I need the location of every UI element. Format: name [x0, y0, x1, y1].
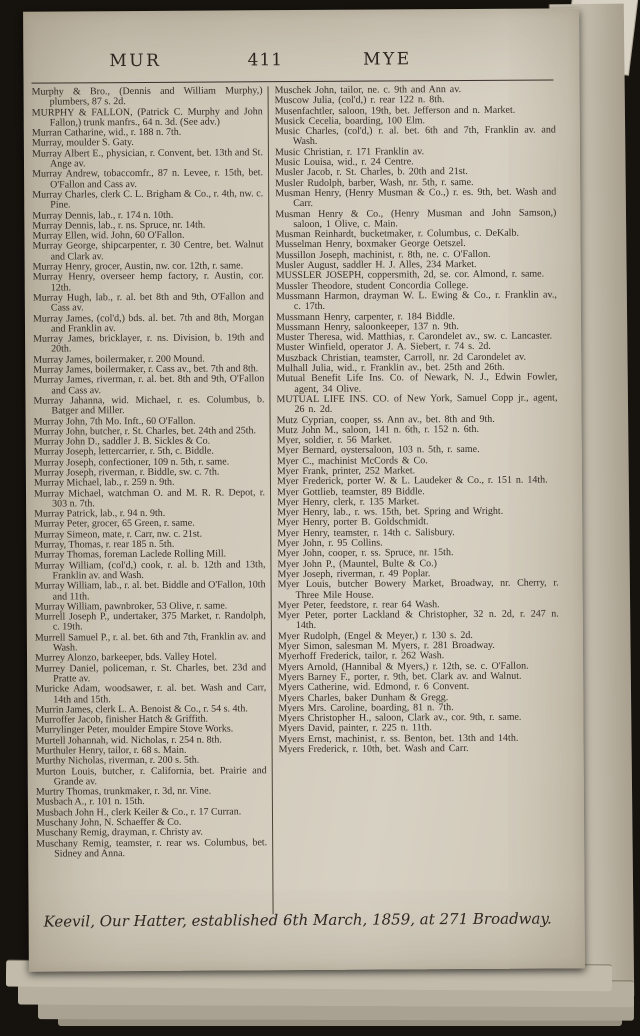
directory-entry: Murray William, pawnbroker, 53 Olive, r. same. [34, 600, 228, 613]
directory-entry: MUSSLER JOSEPH, coppersmith, 2d, se. cor. Almond, r. same. [275, 268, 545, 282]
directory-entry: Myers Mrs. Caroline, boarding, 81 n. 7th. [278, 701, 454, 714]
directory-entry: Myer Rudolph, (Engel & Meyer,) r. 130 s. 2d. [277, 629, 473, 642]
directory-entry: Murray Jahanna, wid. Michael, r. es. Columbus, b. Batger and Miller. [33, 394, 265, 417]
directory-entry: Myers Catherine, wid. Edmond, r. 6 Convent. [278, 681, 470, 694]
directory-entry: Muschany John, N. Schaeffer & Co. [35, 816, 182, 829]
directory-entry: Myer Henry, teamster, r. 14th c. Salisbury. [277, 526, 455, 539]
directory-entry: Murray James, boilermaker, r. 200 Mound. [33, 353, 205, 366]
directory-entry: Murray Henry, grocer, Austin, nw. cor. 12th, r. same. [32, 260, 244, 273]
directory-entry: Mutz John M., saloon, 141 n. 6th, r. 152 n. 6th. [276, 423, 480, 436]
running-head [23, 48, 579, 73]
directory-entry: Murray Simeon, mate, r. Carr, nw. c. 21st. [34, 528, 203, 541]
directory-entry: Murroffer Jacob, finisher Hatch & Griffith. [35, 713, 209, 726]
directory-entry: Myers David, painter, r. 225 n. 11th. [278, 722, 432, 735]
directory-entry: Musler August, saddler H. J. Alles, 234 Market. [275, 258, 477, 272]
directory-entry: Murray Patrick, lab., r. 94 n. 9th. [34, 508, 166, 520]
directory-entry: Murtell Johannah, wid. Nicholas, r. 254 n. 8th. [35, 734, 222, 747]
directory-entry: Murray Ellen, wid. John, 60 O'Fallon. [32, 229, 185, 242]
directory-entry: Musler Rudolph, barber, Wash, nr. 5th, r. same. [275, 176, 474, 189]
header-letters-right: MYE [363, 49, 412, 70]
directory-entry: Myers Ernst, machinist, r. ss. Benton, bet. 13th and 14th. [278, 732, 519, 745]
directory-entry: Myers Frederick, r. 10th, bet. Wash and Carr. [278, 743, 469, 756]
directory-entry: Murray James, riverman, r. al. bet. 8th and 9th, O'Fallon and Cass av. [33, 373, 265, 397]
directory-entry: Mutz Cyprian, cooper, ss. Ann av., bet. 8th and 9th. [276, 413, 495, 426]
directory-entry: Myer Frank, printer, 252 Market. [276, 465, 416, 478]
header-letters-left: MUR [109, 50, 162, 72]
directory-entry: Murray William, (col'd,) cook, r. al. b. 12th and 13th, Franklin av. and Wash. [34, 558, 266, 582]
directory-entry: Muster Winfield, operator J. A. Siebert, r. 74 s. 2d. [276, 341, 491, 354]
directory-entry: Murray James, boilermaker, r. Cass av., bet. 7th and 8th. [33, 363, 259, 376]
directory-entry: MUTUAL LIFE INS. CO. of New York, Samuel Copp jr., agent, 26 n. 2d. [276, 392, 558, 416]
directory-entry: Myerhoff Frederick, tailor, r. 262 Wash. [277, 650, 445, 663]
directory-entry: Murrell Joseph P., undertaker, 375 Market, r. Randolph, c. 19th. [34, 610, 266, 633]
directory-entry: Murray Henry, overseer hemp factory, r. Austin, cor. 12th. [32, 270, 264, 294]
directory-entry: Musick Cecelia, boarding, 100 Elm. [274, 115, 426, 128]
directory-entry: Myer Simon, salesman M. Myers, r. 281 Broadway. [277, 639, 495, 653]
directory-entry: Murrylinger Peter, moulder Empire Stove Works. [35, 723, 234, 737]
directory-entry: Muschany Remig, teamster, r. rear ws. Columbus, bet. Sidney and Anna. [36, 836, 268, 860]
directory-entry: Murray James, bricklayer, r. ns. Division, b. 19th and 20th. [33, 332, 265, 355]
directory-entry: Myer C., machinist McCords & Co. [276, 454, 428, 467]
directory-entry: Myers Christopher H., saloon, Clark av., cor. 9th, r. same. [278, 711, 522, 725]
directory-entry: Murrell Samuel P., r. al. bet. 6th and 7th, Franklin av. and Wash. [34, 630, 266, 654]
directory-entry: Mussillon Joseph, machinist, r. 8th, ne. c. O'Fallon. [275, 248, 491, 261]
directory-entry: Myer Louis, butcher Bowery Market, Broadway, nr. Cherry, r. Three Mile House. [277, 577, 559, 601]
directory-entry: Music Christian, r. 171 Franklin av. [274, 146, 425, 158]
directory-entry: Myer, soldier, r. 56 Market. [276, 434, 393, 447]
directory-entry: Muricke Adam, woodsawer, r. al. bet. Wash and Carr, 14th and 15th. [35, 682, 267, 706]
directory-entry: Murran Catharine, wid., r. 188 n. 7th. [31, 126, 182, 139]
directory-entry: Murrin James, clerk L. A. Benoist & Co., r. 54 s. 4th. [35, 703, 248, 716]
directory-entry: Mutual Benefit Life Ins. Co. of Newark, N. J., Edwin Fowler, agent, 34 Olive. [276, 371, 558, 395]
directory-entry: Musenfachtler, saloon, 19th, bet. Jefferson and n. Market. [274, 104, 516, 117]
directory-entry: Musman Henry & Co., (Henry Musman and John Samson,) saloon, 1 Olive, c. Main. [275, 207, 557, 230]
directory-entry: Musman Reinhardt, bucketmaker, r. Columbus, c. DeKalb. [275, 227, 519, 241]
directory-entry: Murray Joseph, confectioner, 109 n. 5th, r. same. [33, 456, 230, 469]
directory-entry: Murray Joseph, riverman, r. Biddle, sw. c. 7th. [33, 466, 220, 479]
directory-entry: Myer Henry, porter B. Goldschmidt. [277, 516, 429, 529]
directory-entry: Myers Barney F., porter, r. 9th, bet. Clark av. and Walnut. [278, 670, 522, 684]
directory-entry: Murtry Thomas, trunkmaker, r. 3d, nr. Vine. [35, 785, 212, 798]
directory-entry: Murthy Nicholas, riverman, r. 200 s. 5th. [35, 754, 200, 767]
directory-entry: Myer John, cooper, r. ss. Spruce, nr. 15th. [277, 547, 454, 560]
directory-entry: Musman Henry, (Henry Musman & Co.,) r. es. 9th, bet. Wash and Carr. [275, 186, 557, 210]
directory-entry: Murray Hugh, lab., r. al. bet 8th and 9th, O'Fallon and Cass av. [32, 291, 264, 314]
directory-entry: Murray Dennis, lab., r. 174 n. 10th. [32, 209, 174, 222]
directory-entry: Myers Arnold, (Hannibal & Myers,) r. 12th, se. c. O'Fallon. [278, 660, 529, 673]
directory-entry: Myer Bernard, oystersaloon, 103 n. 5th, r. same. [276, 444, 480, 457]
directory-entry: Myer Frederick, porter W. & L. Laudeker & Co., r. 151 n. 14th. [276, 474, 548, 488]
directory-entry: Myer Peter, feedstore, r. rear 64 Wash. [277, 599, 440, 612]
directory-entry: Myers Charles, baker Dunham & Gregg. [278, 691, 449, 704]
directory-entry: Muscow Julia, (col'd,) r. rear 122 n. 8th. [274, 94, 445, 107]
directory-entry: Murray Dennis, lab., r. ns. Spruce, nr. 14th. [32, 219, 206, 232]
left-column [32, 86, 273, 915]
header-rule [32, 79, 554, 83]
directory-entry: Murray Andrew, tobaccomfr., 87 n. Levee, r. 15th, bet. O'Fallon and Cass av. [32, 167, 264, 191]
directory-columns [32, 84, 561, 915]
directory-entry: Mussmann Henry, carpenter, r. 184 Biddle. [275, 310, 455, 323]
directory-entry: Murray Peter, grocer, 65 Green, r. same. [34, 518, 195, 531]
directory-entry: Muschek John, tailor, ne. c. 9th and Ann av. [274, 84, 462, 97]
directory-entry: Musselman Henry, boxmaker George Oetszel. [275, 238, 466, 251]
directory-entry: Myer Henry, clerk, r. 135 Market. [277, 496, 420, 509]
directory-entry: Murray Charles, clerk C. L. Brigham & Co., r. 4th, nw. c. Pine. [32, 188, 264, 211]
directory-entry: Murphy & Bro., (Dennis and William Murphy,) plumbers, 87 s. 2d. [31, 85, 263, 108]
directory-entry: Myer Henry, lab., r. ws. 15th, bet. Spring and Wright. [277, 505, 504, 519]
directory-entry: Mulhall Julia, wid., r. Franklin av., bet. 25th and 26th. [276, 361, 505, 375]
directory-page [23, 8, 585, 971]
directory-entry: Musbach John H., clerk Keiler & Co., r. 17 Curran. [35, 806, 242, 819]
directory-entry: Myer John, r. 95 Collins. [277, 537, 383, 550]
directory-entry: Music Charles, (col'd,) r. al. bet. 6th and 7th, Franklin av. and Wash. [274, 124, 556, 148]
directory-entry: Murrey Daniel, policeman, r. St. Charles, bet. 23d and Pratte av. [35, 661, 267, 685]
right-column [269, 84, 561, 914]
directory-entry: Muschany Remig, drayman, r. Christy av. [36, 826, 203, 840]
directory-entry: Murray Albert E., physician, r. Convent, bet. 13th and St. Ange av. [31, 147, 263, 170]
directory-entry: Murray John, 7th Mo. Inft., 60 O'Fallon. [33, 415, 196, 428]
directory-entry: Musler Jacob, r. St. Charles, b. 20th and 21st. [275, 166, 468, 179]
directory-entry: Murray John D., saddler J. B. Sickles & Co. [33, 435, 211, 448]
directory-entry: Murray, moulder S. Gaty. [31, 137, 134, 150]
directory-entry: Murray George, shipcarpenter, r. 30 Centre, bet. Walnut and Clark av. [32, 239, 264, 263]
directory-entry: Murray Joseph, lettercarrier, r. 5th, c. Biddle. [33, 445, 214, 459]
footer-advertisement: Keevil, Our Hatter, established 6th March, 1859, at 271 Broadway. [43, 909, 552, 931]
directory-entry: Music Louisa, wid., r. 24 Centre. [274, 156, 414, 169]
directory-entry: Murray, Thomas, r. rear 185 n. 5th. [34, 538, 175, 551]
directory-entry: Myer John P., (Mauntel, Bulte & Co.) [277, 557, 437, 570]
directory-entry: Murthuler Henry, tailor, r. 68 s. Main. [35, 744, 187, 757]
directory-entry: MURPHY & FALLON, (Patrick C. Murphy and John Fallon,) trunk manfrs., 64 n. 3d. (See adv.) [31, 105, 263, 129]
directory-entry: Mussmann Harmon, drayman W. L. Ewing & Co., r. Franklin av., c. 17th. [275, 289, 557, 313]
directory-entry: Murray James, (col'd,) bds. al. bet. 7th and 8th, Morgan and Franklin av. [32, 311, 264, 335]
directory-entry: Myer Gottlieb, teamster, 89 Biddle. [276, 485, 425, 498]
directory-entry: Mussmann Henry, saloonkeeper, 137 n. 9th. [275, 320, 459, 333]
directory-entry: Murray Michael, watchman O. and M. R. R. Depot, r. 303 n. 7th. [33, 486, 266, 510]
directory-entry: Myer Joseph, riverman, r. 49 Poplar. [277, 568, 431, 581]
directory-entry: Musbach A., r. 101 n. 15th. [35, 796, 145, 809]
directory-entry: Murrey Alonzo, barkeeper, bds. Valley Hotel. [34, 651, 217, 664]
directory-entry: Mussler Theodore, student Concordia College. [275, 279, 469, 292]
directory-entry: Murton Louis, butcher, r. California, bet. Prairie and Grande av. [35, 764, 267, 788]
page-number: 411 [247, 50, 284, 71]
directory-entry: Murray Thomas, foreman Laclede Rolling Mill. [34, 548, 227, 562]
directory-entry: Myer Peter, porter Lackland & Christopher, 32 n. 2d, r. 247 n. 14th. [277, 608, 559, 632]
directory-entry: Murray Michael, lab., r. 259 n. 9th. [33, 477, 175, 489]
directory-entry: Muszback Christian, teamster, Carroll, nr. 2d Carondelet av. [276, 351, 527, 364]
directory-entry: Muster Theresa, wid. Matthias, r. Carondelet av., sw. c. Lancaster. [276, 330, 553, 344]
directory-entry: Murray John, butcher, r. St. Charles, bet. 24th and 25th. [33, 425, 257, 438]
directory-entry: Murray William, lab., r. al. bet. Biddle and O'Fallon, 10th and 11th. [34, 579, 266, 603]
